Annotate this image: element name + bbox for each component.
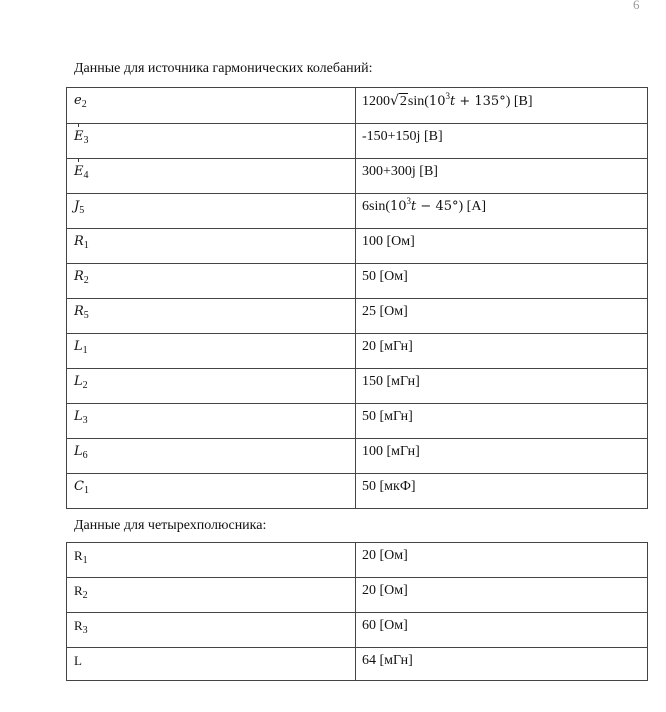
parameter-subscript: 3 [82,625,88,636]
value-cell [356,613,648,648]
parameter-subscript: 2 [82,380,88,391]
parameter-subscript: 1 [82,345,88,356]
parameter-cell [67,124,356,159]
page-number: 6 [633,0,640,12]
formula-operator: + [455,94,475,109]
parameter-cell [67,88,356,124]
value-cell [356,194,648,229]
value-cell [356,369,648,404]
parameter-symbol: L [74,339,83,354]
formula-function: sin( [407,94,429,109]
parameter-value: 100 [мГн] [362,444,420,459]
parameter-value: 50 [мГн] [362,409,413,424]
parameter-cell [67,299,356,334]
parameter-subscript: 2 [82,590,88,601]
formula-function: sin( [369,199,390,214]
parameter-cell [67,648,356,681]
table-row [67,88,648,124]
parameter-subscript: 2 [83,275,89,286]
parameter-value: 150 [мГн] [362,374,420,389]
value-cell [356,299,648,334]
formula-variable: t [449,94,456,109]
table-row [67,369,648,404]
parameter-value: 64 [мГн] [362,653,413,668]
value-cell [356,229,648,264]
parameter-value: 25 [Ом] [362,304,408,319]
table-row [67,264,648,299]
parameter-value: 50 [Ом] [362,269,408,284]
parameter-cell [67,404,356,439]
parameter-symbol: C [74,479,84,494]
parameter-symbol: J [74,199,80,214]
table-row [67,124,648,159]
table-row [67,229,648,264]
sqrt-symbol: √ [390,93,399,109]
parameter-symbol: L [74,444,83,459]
parameter-subscript: 2 [81,99,87,110]
e2-formula [356,88,647,111]
formula-coefficient: 6 [362,199,369,214]
parameter-cell [67,439,356,474]
parameter-symbol: R [74,583,83,598]
formula-base: 10 [390,199,407,214]
parameter-subscript: 3 [83,135,89,146]
parameter-symbol: L [74,653,82,668]
value-cell [356,439,648,474]
parameter-symbol: R [74,304,84,319]
parameter-symbol: e [74,93,82,108]
parameter-subscript: 3 [82,415,88,426]
formula-variable: t [411,199,417,214]
parameter-symbol: L [74,409,83,424]
parameter-subscript: 1 [83,485,89,496]
value-cell [356,648,648,681]
parameter-symbol: ' E [74,163,84,181]
table-row [67,404,648,439]
table-row [67,578,648,613]
value-cell [356,264,648,299]
section-heading-harmonic-source: Данные для источника гармонических колебаний: [74,61,373,76]
formula-angle: 135° [474,94,506,109]
table-row [67,334,648,369]
table-row [67,194,648,229]
parameter-subscript: 5 [79,205,85,216]
quadripole-table [66,542,648,681]
formula-operator: − [416,199,436,214]
table-row [67,159,648,194]
parameter-cell [67,369,356,404]
parameter-value: 20 [Ом] [362,583,408,598]
parameter-subscript: 4 [83,170,89,181]
parameter-cell [67,543,356,578]
value-cell [356,543,648,578]
parameter-cell [67,264,356,299]
parameter-cell [67,229,356,264]
table-row [67,474,648,509]
table-row [67,543,648,578]
parameter-symbol: L [74,374,83,389]
parameter-cell [67,159,356,194]
formula-exponent: 3 [406,196,412,206]
parameter-cell [67,578,356,613]
parameter-symbol: R [74,234,84,249]
table-row [67,648,648,681]
parameter-value: 60 [Ом] [362,618,408,633]
formula-unit: ) [А] [458,199,487,214]
table-row [67,613,648,648]
parameter-symbol: R [74,548,83,563]
parameter-symbol: ' E [74,128,84,146]
formula-coefficient: 1200 [362,94,390,109]
j5-formula [356,194,647,216]
parameter-subscript: 6 [82,450,88,461]
value-cell [356,124,648,159]
value-cell [356,159,648,194]
parameter-value: 100 [Ом] [362,234,415,249]
sqrt-argument: 2 [399,94,407,109]
section-heading-quadripole: Данные для четырехполюсника: [74,518,267,533]
formula-angle: 45° [435,199,459,214]
value-cell [356,88,648,124]
parameter-cell [67,334,356,369]
parameter-subscript: 5 [83,310,89,321]
parameter-value: 300+300j [В] [362,164,438,179]
formula-unit: ) [В] [505,94,533,109]
parameter-symbol: R [74,618,83,633]
parameter-value: 50 [мкФ] [362,479,416,494]
parameter-cell [67,613,356,648]
parameter-cell [67,194,356,229]
parameter-subscript: 1 [83,240,89,251]
table-row [67,439,648,474]
harmonic-source-table [66,87,648,509]
parameter-value: 20 [мГн] [362,339,413,354]
value-cell [356,404,648,439]
parameter-cell [67,474,356,509]
value-cell [356,474,648,509]
parameter-value: -150+150j [В] [362,129,443,144]
parameter-subscript: 1 [82,555,88,566]
formula-exponent: 3 [445,91,450,101]
value-cell [356,334,648,369]
formula-base: 10 [428,94,446,109]
table-row [67,299,648,334]
parameter-value: 20 [Ом] [362,548,408,563]
value-cell [356,578,648,613]
parameter-symbol: R [74,269,84,284]
